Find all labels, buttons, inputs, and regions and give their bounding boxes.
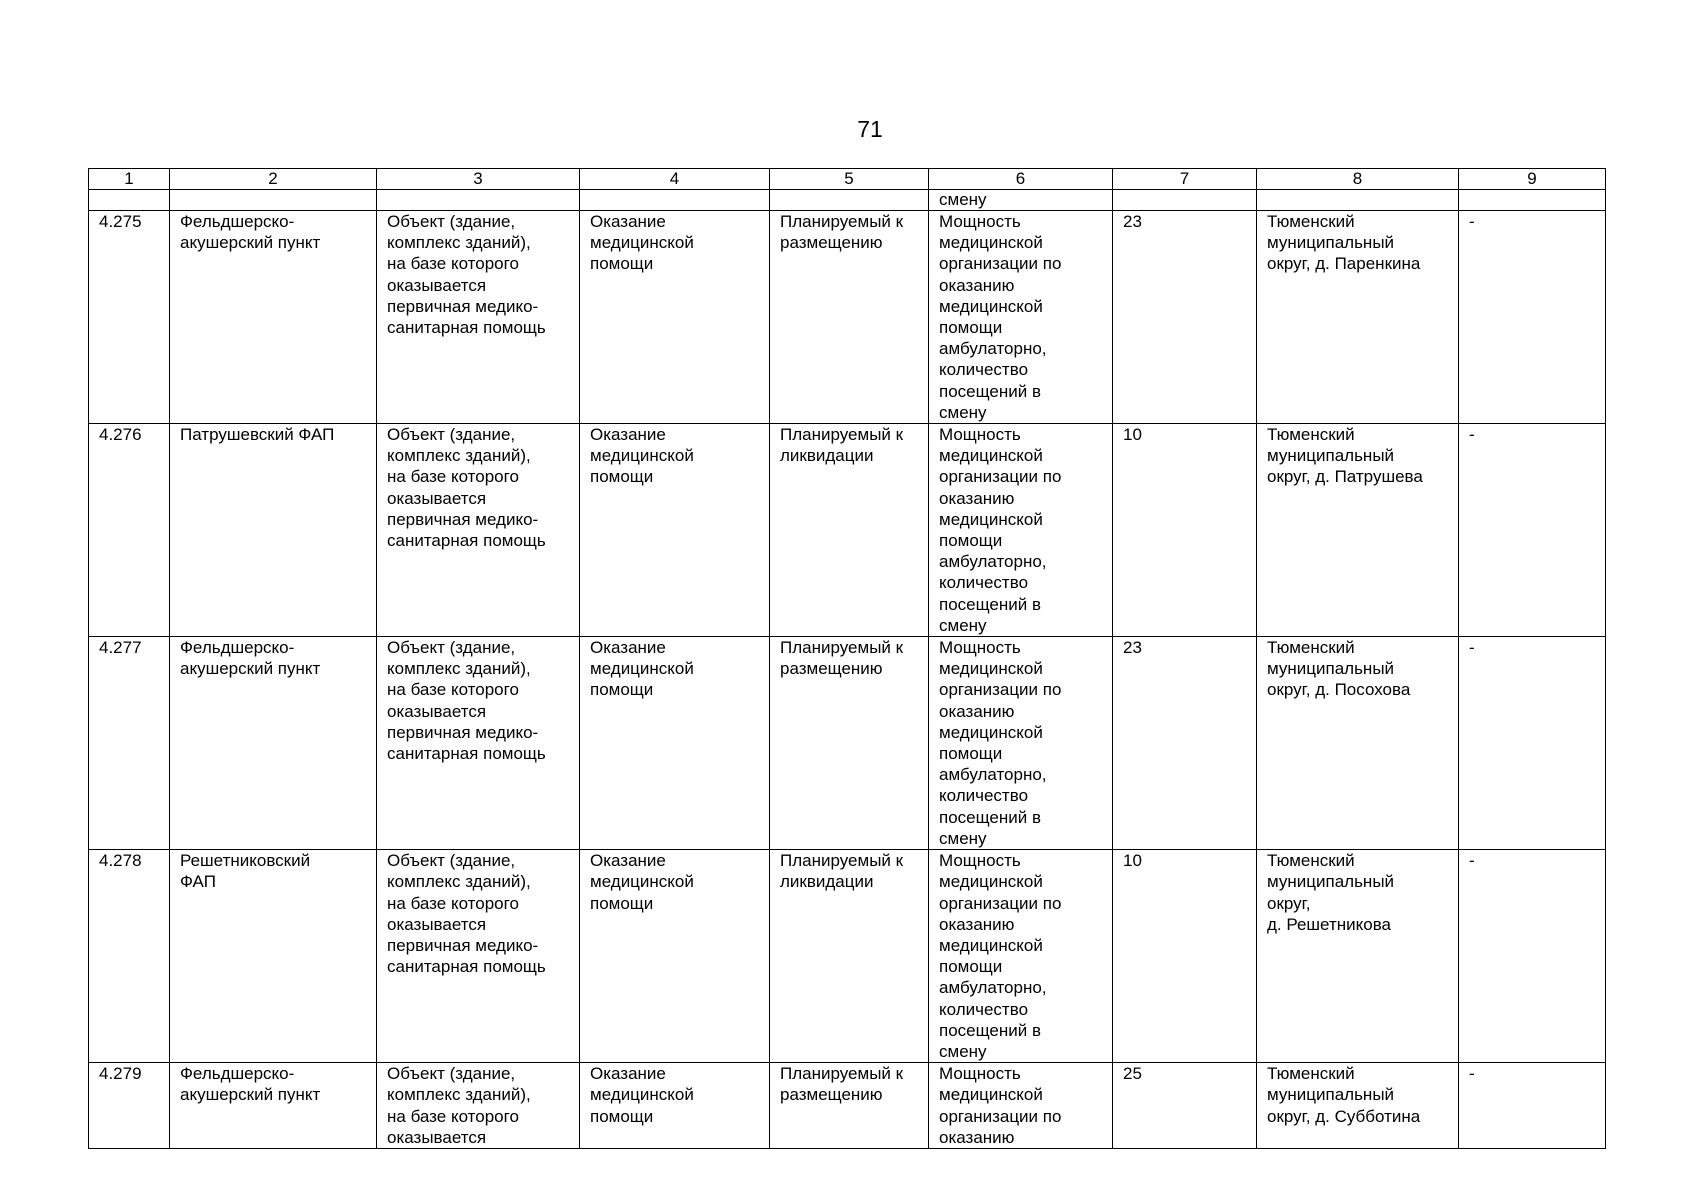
row-number: 4.278	[89, 850, 170, 1063]
row-number: 4.275	[89, 211, 170, 424]
object-status: Планируемый к размещению	[770, 1063, 929, 1149]
column-number-header-row	[89, 169, 1606, 190]
object-type: Объект (здание, комплекс зданий), на базе которого оказывается первичная медико- санитарная помощь	[377, 211, 580, 424]
row-number: 4.276	[89, 424, 170, 637]
column-header: 9	[1459, 169, 1606, 190]
table-cell	[770, 190, 929, 211]
registry-table	[88, 168, 1606, 1149]
object-location: Тюменский муниципальный округ, д. Посохова	[1257, 637, 1459, 850]
table-cell: смену	[929, 190, 1113, 211]
object-purpose: Оказание медицинской помощи	[580, 1063, 770, 1149]
table-cell	[377, 190, 580, 211]
object-zone: -	[1459, 211, 1606, 424]
column-header: 5	[770, 169, 929, 190]
object-name: Патрушевский ФАП	[170, 424, 377, 637]
object-characteristic: Мощность медицинской организации по оказанию медицинской помощи амбулаторно, количество посещений в смену	[929, 637, 1113, 850]
object-status: Планируемый к ликвидации	[770, 850, 929, 1063]
object-purpose: Оказание медицинской помощи	[580, 850, 770, 1063]
object-name: Фельдшерско- акушерский пункт	[170, 637, 377, 850]
object-purpose: Оказание медицинской помощи	[580, 424, 770, 637]
table-row	[89, 637, 1606, 850]
column-header: 4	[580, 169, 770, 190]
object-name: Фельдшерско- акушерский пункт	[170, 1063, 377, 1149]
table-row	[89, 1063, 1606, 1149]
object-type: Объект (здание, комплекс зданий), на базе которого оказывается первичная медико- санитарная помощь	[377, 637, 580, 850]
object-status: Планируемый к размещению	[770, 211, 929, 424]
object-capacity: 25	[1113, 1063, 1257, 1149]
table-cell	[1257, 190, 1459, 211]
table-cell	[1459, 190, 1606, 211]
table-cell	[580, 190, 770, 211]
object-zone: -	[1459, 1063, 1606, 1149]
row-number: 4.279	[89, 1063, 170, 1149]
object-name: Решетниковский ФАП	[170, 850, 377, 1063]
object-location: Тюменский муниципальный округ, д. Решетникова	[1257, 850, 1459, 1063]
column-header: 8	[1257, 169, 1459, 190]
object-type: Объект (здание, комплекс зданий), на базе которого оказывается	[377, 1063, 580, 1149]
object-zone: -	[1459, 424, 1606, 637]
object-location: Тюменский муниципальный округ, д. Субботина	[1257, 1063, 1459, 1149]
column-header: 7	[1113, 169, 1257, 190]
object-capacity: 10	[1113, 424, 1257, 637]
object-location: Тюменский муниципальный округ, д. Паренкина	[1257, 211, 1459, 424]
object-characteristic: Мощность медицинской организации по оказанию медицинской помощи амбулаторно, количество посещений в смену	[929, 424, 1113, 637]
object-zone: -	[1459, 637, 1606, 850]
object-characteristic: Мощность медицинской организации по оказанию медицинской помощи амбулаторно, количество посещений в смену	[929, 211, 1113, 424]
object-capacity: 10	[1113, 850, 1257, 1063]
object-zone: -	[1459, 850, 1606, 1063]
object-type: Объект (здание, комплекс зданий), на базе которого оказывается первичная медико- санитарная помощь	[377, 424, 580, 637]
column-header: 3	[377, 169, 580, 190]
table-row	[89, 211, 1606, 424]
table-cell	[1113, 190, 1257, 211]
object-status: Планируемый к ликвидации	[770, 424, 929, 637]
object-purpose: Оказание медицинской помощи	[580, 637, 770, 850]
object-capacity: 23	[1113, 637, 1257, 850]
table-row	[89, 424, 1606, 637]
object-characteristic: Мощность медицинской организации по оказанию	[929, 1063, 1113, 1149]
row-number: 4.277	[89, 637, 170, 850]
table-row	[89, 850, 1606, 1063]
object-location: Тюменский муниципальный округ, д. Патрушева	[1257, 424, 1459, 637]
column-header: 6	[929, 169, 1113, 190]
object-status: Планируемый к размещению	[770, 637, 929, 850]
object-characteristic: Мощность медицинской организации по оказанию медицинской помощи амбулаторно, количество посещений в смену	[929, 850, 1113, 1063]
object-type: Объект (здание, комплекс зданий), на базе которого оказывается первичная медико- санитарная помощь	[377, 850, 580, 1063]
table-cell	[89, 190, 170, 211]
object-capacity: 23	[1113, 211, 1257, 424]
object-purpose: Оказание медицинской помощи	[580, 211, 770, 424]
column-header: 2	[170, 169, 377, 190]
table-cell	[170, 190, 377, 211]
column-header: 1	[89, 169, 170, 190]
object-name: Фельдшерско- акушерский пункт	[170, 211, 377, 424]
page-number: 71	[857, 116, 883, 142]
continuation-row	[89, 190, 1606, 211]
